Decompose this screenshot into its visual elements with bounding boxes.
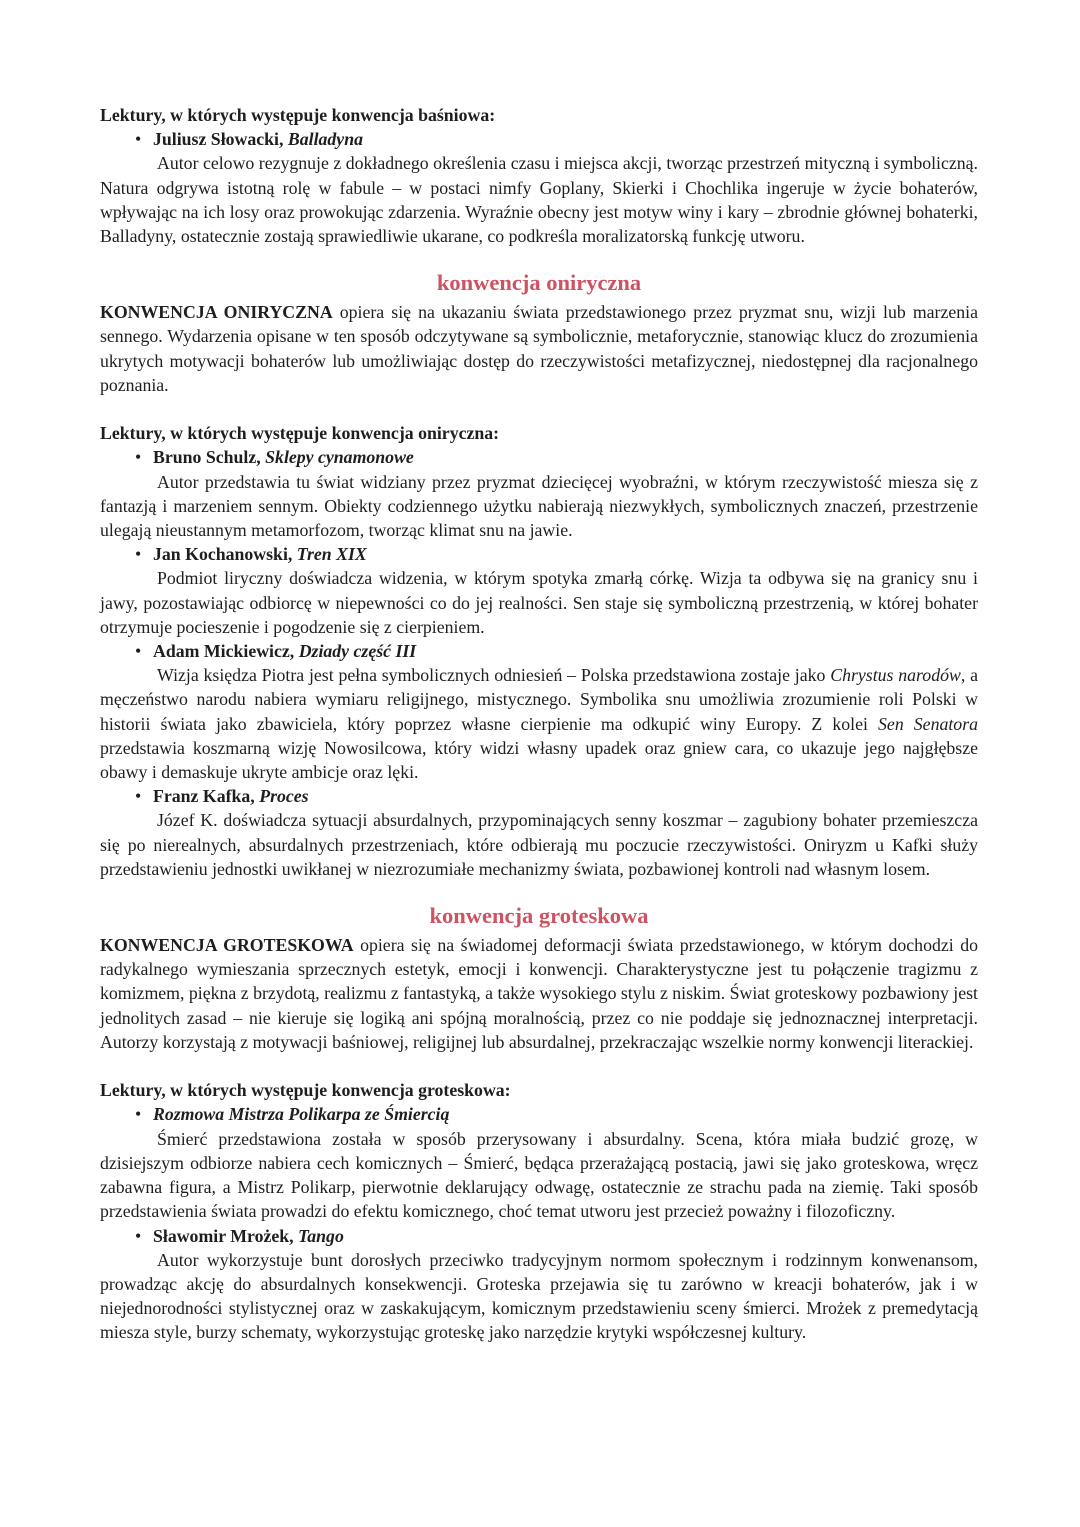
- paragraph-tango: Autor wykorzystuje bunt dorosłych przeciwko tradycyjnym normom społecznym i rodzinnym konwenansom, prowadząc akcję do absurdalnych konsekwencji. Groteska przejawia się tu zarówno w kreacji bohaterów, jak i w niejednorodności stylistycznej oraz w zaskakującym, komicznym przedstawieniu sceny śmierci. Mrożek z premedytacją miesza style, burzy schematy, wykorzystując groteskę jako narzędzie krytyki współczesnej kultury.: [100, 1249, 978, 1343]
- book-title: Dziady część III: [298, 641, 417, 662]
- definition-text: opiera się na ukazaniu świata przedstawionego przez pryzmat snu, wizji lub marzenia sennego. Wydarzenia opisane w ten sposób odczytywane są symbolicznie, metaforycznie, stanowiąc klucz do zrozumienia ukrytych motywacji bohaterów lub umożliwiając dostęp do rzeczywistości metafizycznej, niedostępnej dla racjonalnego poznania.: [100, 302, 978, 395]
- inline-italic-sen-senatora: Sen Senatora: [878, 713, 978, 734]
- bullet-marker: •: [135, 129, 142, 150]
- list-item-proces: [100, 784, 978, 808]
- paragraph-text: , a męczeństwo narodu nabiera wymiaru religijnego, mistycznego. Symbolika snu umożliwia zrozumienie roli Polski w historii świata jako zbawiciela, który poprzez własne cierpienie ma odkupić winy Europy. Z kolei: [100, 665, 978, 734]
- book-title: Sklepy cynamonowe: [265, 447, 414, 468]
- section-basniowa-lektury: [100, 103, 978, 248]
- bullet-marker: •: [135, 1104, 142, 1125]
- book-author: Adam Mickiewicz,: [153, 641, 295, 662]
- section-oniryczna-lektury: [100, 421, 978, 881]
- bullet-marker: •: [135, 544, 142, 565]
- book-author: Sławomir Mrożek,: [153, 1225, 294, 1246]
- inline-italic-chrystus-narodow: Chrystus narodów: [830, 665, 961, 686]
- oniryczna-section-heading: konwencja oniryczna: [436, 270, 642, 296]
- book-title: Tango: [298, 1225, 344, 1246]
- book-author: Franz Kafka,: [153, 786, 255, 807]
- section-oniryczna-definition: [100, 269, 978, 397]
- bullet-marker: •: [135, 641, 142, 662]
- lektury-basniowa-heading: Lektury, w których występuje konwencja baśniowa:: [100, 105, 496, 125]
- paragraph-dziady-iii: [100, 663, 978, 784]
- paragraph-text: przedstawia koszmarną wizję Nowosilcowa, który widzi własny upadek oraz gniew cara, co ukazuje jego najgłębsze obawy i demaskuje ukryte ambicje oraz lęki.: [100, 737, 978, 783]
- book-author: Juliusz Słowacki,: [153, 129, 284, 150]
- book-title: Rozmowa Mistrza Polikarpa ze Śmiercią: [153, 1104, 450, 1125]
- book-title: Balladyna: [287, 129, 363, 150]
- bullet-marker: •: [135, 786, 142, 807]
- paragraph-balladyna: Autor celowo rezygnuje z dokładnego określenia czasu i miejsca akcji, tworząc przestrzeń mityczną i symboliczną. Natura odgrywa istotną rolę w fabule – w postaci nimfy Goplany, Skierki i Chochlika ingeruje w życie bohaterów, wpływając na ich losy oraz prowokując zdarzenia. Wyraźnie obecny jest motyw winy i kary – zbrodnie głównej bohaterki, Balladyny, ostatecznie zostają sprawiedliwie ukarane, co podkreśla moralizatorską funkcję utworu.: [100, 153, 978, 247]
- groteskowa-section-heading: konwencja groteskowa: [429, 903, 649, 929]
- book-author: Jan Kochanowski,: [153, 544, 293, 565]
- book-title: Tren XIX: [296, 544, 367, 565]
- book-author: Bruno Schulz,: [153, 447, 261, 468]
- list-item-balladyna: [100, 127, 978, 151]
- paragraph-oniryczna-definition: [100, 300, 978, 397]
- list-item-tango: [100, 1224, 978, 1248]
- paragraph-sklepy-cynamonowe: Autor przedstawia tu świat widziany przez pryzmat dziecięcej wyobraźni, w którym rzeczywistość miesza się z fantazją i marzeniem sennym. Obiekty codziennego użytku nabierają niezwykłych, symbolicznych znaczeń, przestrzenie ulegają nieustannym metamorfozom, tworząc klimat snu na jawie.: [100, 471, 978, 541]
- paragraph-groteskowa-definition: [100, 933, 978, 1054]
- definition-text: opiera się na świadomej deformacji świata przedstawionego, w którym dochodzi do radykalnego wymieszania sprzecznych estetyk, emocji i konwencji. Charakterystyczne jest tu połączenie tragizmu z komizmem, piękna z brzydotą, realizmu z fantastyką, a także wysokiego stylu z niskim. Świat groteskowy pozbawiony jest jednolitych zasad – nie kieruje się logiką ani spójną moralnością, przez co nie poddaje się jednoznacznej interpretacji. Autorzy korzystają z motywacji baśniowej, religijnej lub absurdalnej, przekraczając wszelkie normy konwencji literackiej.: [100, 935, 978, 1052]
- list-item-tren-xix: [100, 542, 978, 566]
- term-konwencja-oniryczna: KONWENCJA ONIRYCZNA: [100, 302, 333, 323]
- book-title: Proces: [259, 786, 309, 807]
- paragraph-tren-xix: Podmiot liryczny doświadcza widzenia, w którym spotyka zmarłą córkę. Wizja ta odbywa się na granicy snu i jawy, pozostawiając odbiorcę w niepewności co do jej realności. Sen staje się symboliczną przestrzenią, w której bohater otrzymuje pocieszenie i pogodzenie się z cierpieniem.: [100, 568, 978, 637]
- section-groteskowa-definition: [100, 902, 978, 1054]
- bullet-marker: •: [135, 447, 142, 468]
- section-groteskowa-lektury: [100, 1078, 978, 1344]
- term-konwencja-groteskowa: KONWENCJA GROTESKOWA: [100, 935, 354, 956]
- paragraph-rozmowa-polikarpa: Śmierć przedstawiona została w sposób przerysowany i absurdalny. Scena, która miała budzić grozę, w dzisiejszym odbiorze nabiera cech komicznych – Śmierć, będąca przerażającą postacią, jawi się jako groteskowa, wręcz zabawna figura, a Mistrz Polikarp, pierwotnie deklarujący odwagę, ostatecznie ze strachu pada na ziemię. Taki sposób przedstawienia świata prowadzi do efektu komicznego, choć temat utworu jest przecież poważny i filozoficzny.: [100, 1128, 978, 1222]
- paragraph-text: Wizja księdza Piotra jest pełna symbolicznych odniesień – Polska przedstawiona zostaje jako: [157, 665, 831, 686]
- lektury-groteskowa-heading: Lektury, w których występuje konwencja groteskowa:: [100, 1080, 511, 1101]
- list-item-sklepy-cynamonowe: [100, 445, 978, 469]
- list-item-rozmowa-polikarpa: [100, 1102, 978, 1126]
- list-item-dziady-iii: [100, 639, 978, 663]
- paragraph-proces: Józef K. doświadcza sytuacji absurdalnych, przypominających senny koszmar – zagubiony bohater przemieszcza się po nierealnych, absurdalnych przestrzeniach, które odbierają mu poczucie rzeczywistości. Oniryzm u Kafki służy przedstawieniu jednostki uwikłanej w niezrozumiałe mechanizmy świata, pozbawionej kontroli nad własnym losem.: [100, 810, 978, 879]
- bullet-marker: •: [135, 1225, 142, 1246]
- lektury-oniryczna-heading: Lektury, w których występuje konwencja oniryczna:: [100, 423, 500, 444]
